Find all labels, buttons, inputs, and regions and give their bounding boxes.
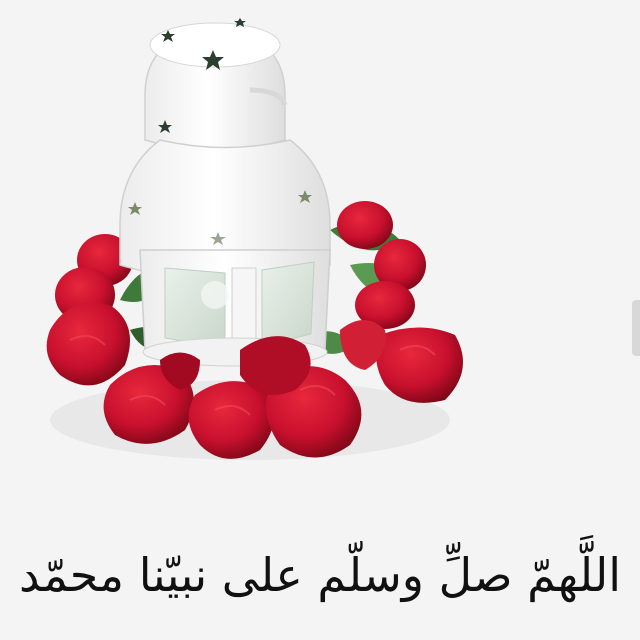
arabic-calligraphy-caption: اللَّهمّ صلِّ وسلّم على نبيّنا محمّد (19, 548, 621, 602)
lantern (120, 23, 330, 366)
side-scroll-tab[interactable] (632, 300, 640, 356)
